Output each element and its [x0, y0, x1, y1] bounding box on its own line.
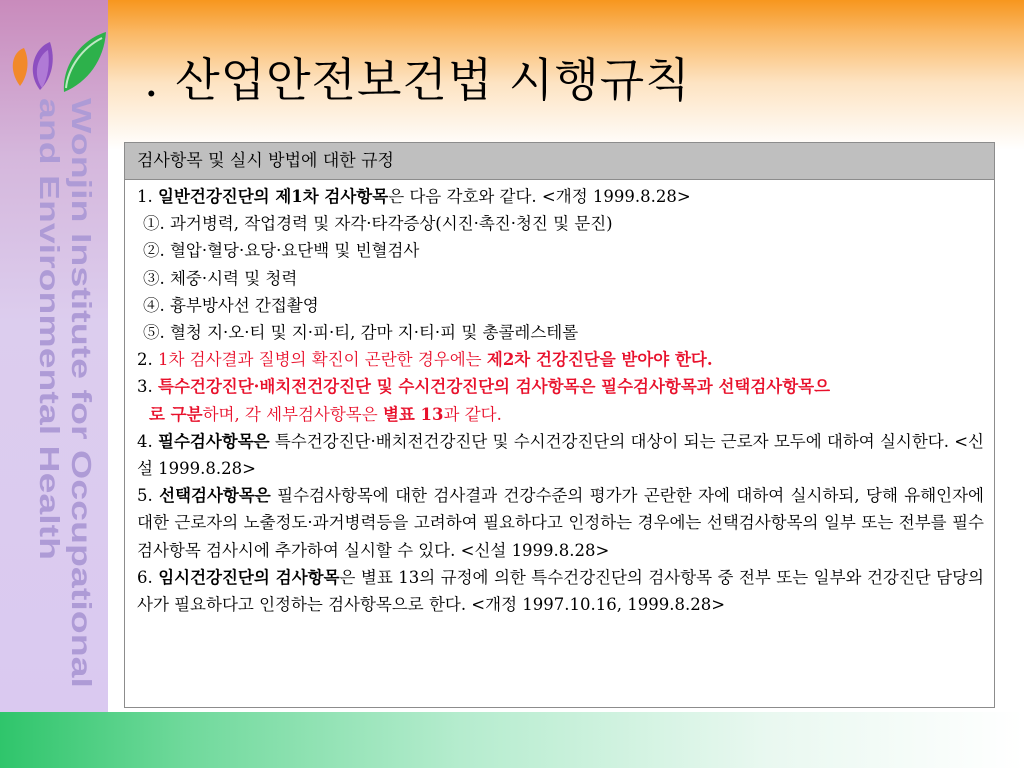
- subitem-2: ②. 혈압·혈당·요당·요단백 및 빈혈검사: [143, 241, 420, 261]
- item-2-emphasis: 제2차 건강진단을 받아야 한다.: [486, 350, 713, 370]
- item-3: [137, 373, 984, 400]
- subitem-5: ⑤. 혈청 지·오·티 및 지·피·티, 감마 지·티·피 및 총콜레스테롤: [143, 323, 579, 343]
- item-5: [137, 482, 984, 564]
- item-3-text-end: 과 같다.: [443, 404, 502, 424]
- footer-gradient: [0, 712, 1024, 768]
- table-body: [137, 183, 984, 618]
- item-1-number: 1.: [137, 187, 158, 206]
- item-3-emphasis-3: 별표 13: [382, 404, 444, 424]
- sidebar-line-1: Wonjin Institute for Occupational: [66, 98, 97, 538]
- sidebar-vertical-text: [20, 98, 98, 698]
- item-5-number: 5.: [137, 486, 160, 506]
- item-6: [137, 564, 984, 618]
- leaf-logo-icon: [6, 30, 110, 100]
- item-4-text: 특수건강진단·배치전건강진단 및 수시건강진단의 대상이 되는 근로자 모두에 대하여 실시한다. <신설 1999.8.28>: [137, 431, 984, 479]
- item-3-emphasis-1: 특수건강진단·배치전건강진단 및 수시건강진단의 검사항목은 필수검사항목과 선택검사항목으: [158, 377, 831, 397]
- item-5-text: 필수검사항목에 대한 검사결과 건강수준의 평가가 곤란한 자에 대하여 실시하되, 당해 유해인자에 대한 근로자의 노출정도·과거병력등을 고려하여 필요하다고 인정하는 경우에는 선택검사항목의 일부 또는 전부를 필수검사항목 검사시에 추가하여 실시할 수 있다. <신설 1999.8.28>: [137, 486, 984, 560]
- item-1-text: 은 다음 각호와 같다. <개정 1999.8.28>: [388, 187, 691, 206]
- item-6-text: 은 별표 13의 규정에 의한 특수건강진단의 검사항목 중 전부 또는 일부와 건강진단 담당의사가 필요하다고 인정하는 검사항목으로 한다. <개정 1997.10.16, 1999.8.28>: [137, 567, 984, 615]
- item-3-emphasis-2: 로 구분: [149, 404, 203, 424]
- item-4-heading: 필수검사항목은: [158, 431, 270, 451]
- item-6-number: 6.: [137, 567, 159, 587]
- item-2-text: 1차 검사결과 질병의 확진이 곤란한 경우에는: [158, 350, 487, 370]
- item-6-heading: 임시건강진단의 검사항목: [158, 567, 340, 587]
- item-2-number: 2.: [137, 350, 158, 370]
- subitem-4: ④. 흉부방사선 간접촬영: [143, 295, 319, 315]
- sidebar-line-2: and Environmental Health: [34, 98, 65, 444]
- content-table: [124, 142, 995, 708]
- item-1: [137, 183, 984, 210]
- subitem-3: ③. 체중·시력 및 청력: [143, 268, 298, 288]
- table-header: 검사항목 및 실시 방법에 대한 규정: [125, 143, 994, 180]
- item-1-heading: 일반건강진단의 제1차 검사항목: [158, 187, 389, 206]
- item-2: [137, 346, 984, 373]
- page-title: . 산업안전보건법 시행규칙: [144, 53, 691, 107]
- item-5-heading: 선택검사항목은: [159, 486, 271, 506]
- item-3-number: 3.: [137, 377, 158, 397]
- item-4-number: 4.: [137, 431, 158, 451]
- subitem-1: ①. 과거병력, 작업경력 및 자각·타각증상(시진·촉진·청진 및 문진): [143, 214, 613, 234]
- item-3-continued: [137, 401, 984, 428]
- item-3-text: 하며, 각 세부검사항목은: [202, 404, 383, 424]
- item-4: [137, 428, 984, 482]
